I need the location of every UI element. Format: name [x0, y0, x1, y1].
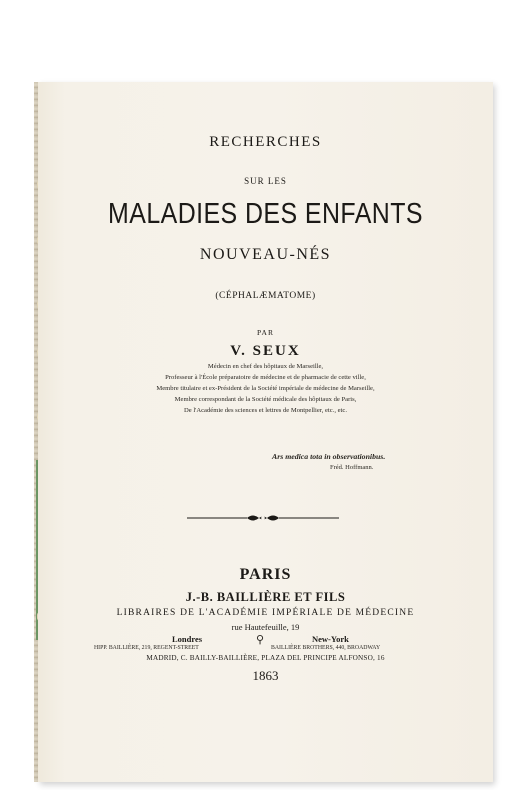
title-line-1: RECHERCHES	[209, 134, 322, 150]
author-credential: Professeur à l'École préparatoire de médecine et de pharmacie de cette ville,	[165, 374, 366, 381]
main-title: MALADIES DES ENFANTS	[108, 198, 423, 230]
london-label: Londres	[172, 634, 203, 644]
subtitle-parenthetical: (CÉPHALÆMATOME)	[215, 291, 316, 301]
decorative-rule	[187, 512, 339, 524]
author-credential: Médecin en chef des hôpitaux de Marseille,	[207, 363, 324, 370]
publisher-description: LIBRAIRES DE L'ACADÉMIE IMPÉRIALE DE MÉDECINE	[116, 608, 415, 618]
imprint-city: PARIS	[239, 566, 292, 583]
newyork-label: New-York	[312, 634, 349, 644]
london-address: HIPP. BAILLIÈRE, 219, REGENT-STREET	[94, 645, 199, 651]
publisher-address: rue Hautefeuille, 19	[231, 622, 300, 632]
author-credential: Membre correspondant de la Société médicale des hôpitaux de Paris,	[174, 396, 357, 403]
publication-year: 1863	[252, 668, 279, 683]
title-line-2: SUR LES	[244, 176, 287, 186]
publisher-name: J.-B. BAILLIÈRE ET FILS	[185, 590, 346, 604]
printer-mark-icon: ⚲	[256, 634, 265, 646]
author-name: V. SEUX	[230, 343, 301, 359]
author-credential: Membre titulaire et ex-Président de la Société impériale de médecine de Marseille,	[156, 385, 375, 392]
subtitle: NOUVEAU-NÉS	[199, 246, 332, 263]
author-credential: De l'Académie des sciences et lettres de Montpellier, etc., etc.	[184, 407, 347, 414]
epigraph: Ars medica tota in observationibus.	[272, 452, 386, 461]
epigraph-author: Fréd. Hoffmann.	[330, 464, 374, 471]
newyork-address: BAILLIÈRE BROTHERS, 440, BROADWAY	[271, 645, 381, 651]
by-label: PAR	[257, 328, 274, 337]
madrid-branch: MADRID, C. BAILLY-BAILLIÈRE, PLAZA DEL PRINCIPE ALFONSO, 16	[146, 654, 385, 662]
